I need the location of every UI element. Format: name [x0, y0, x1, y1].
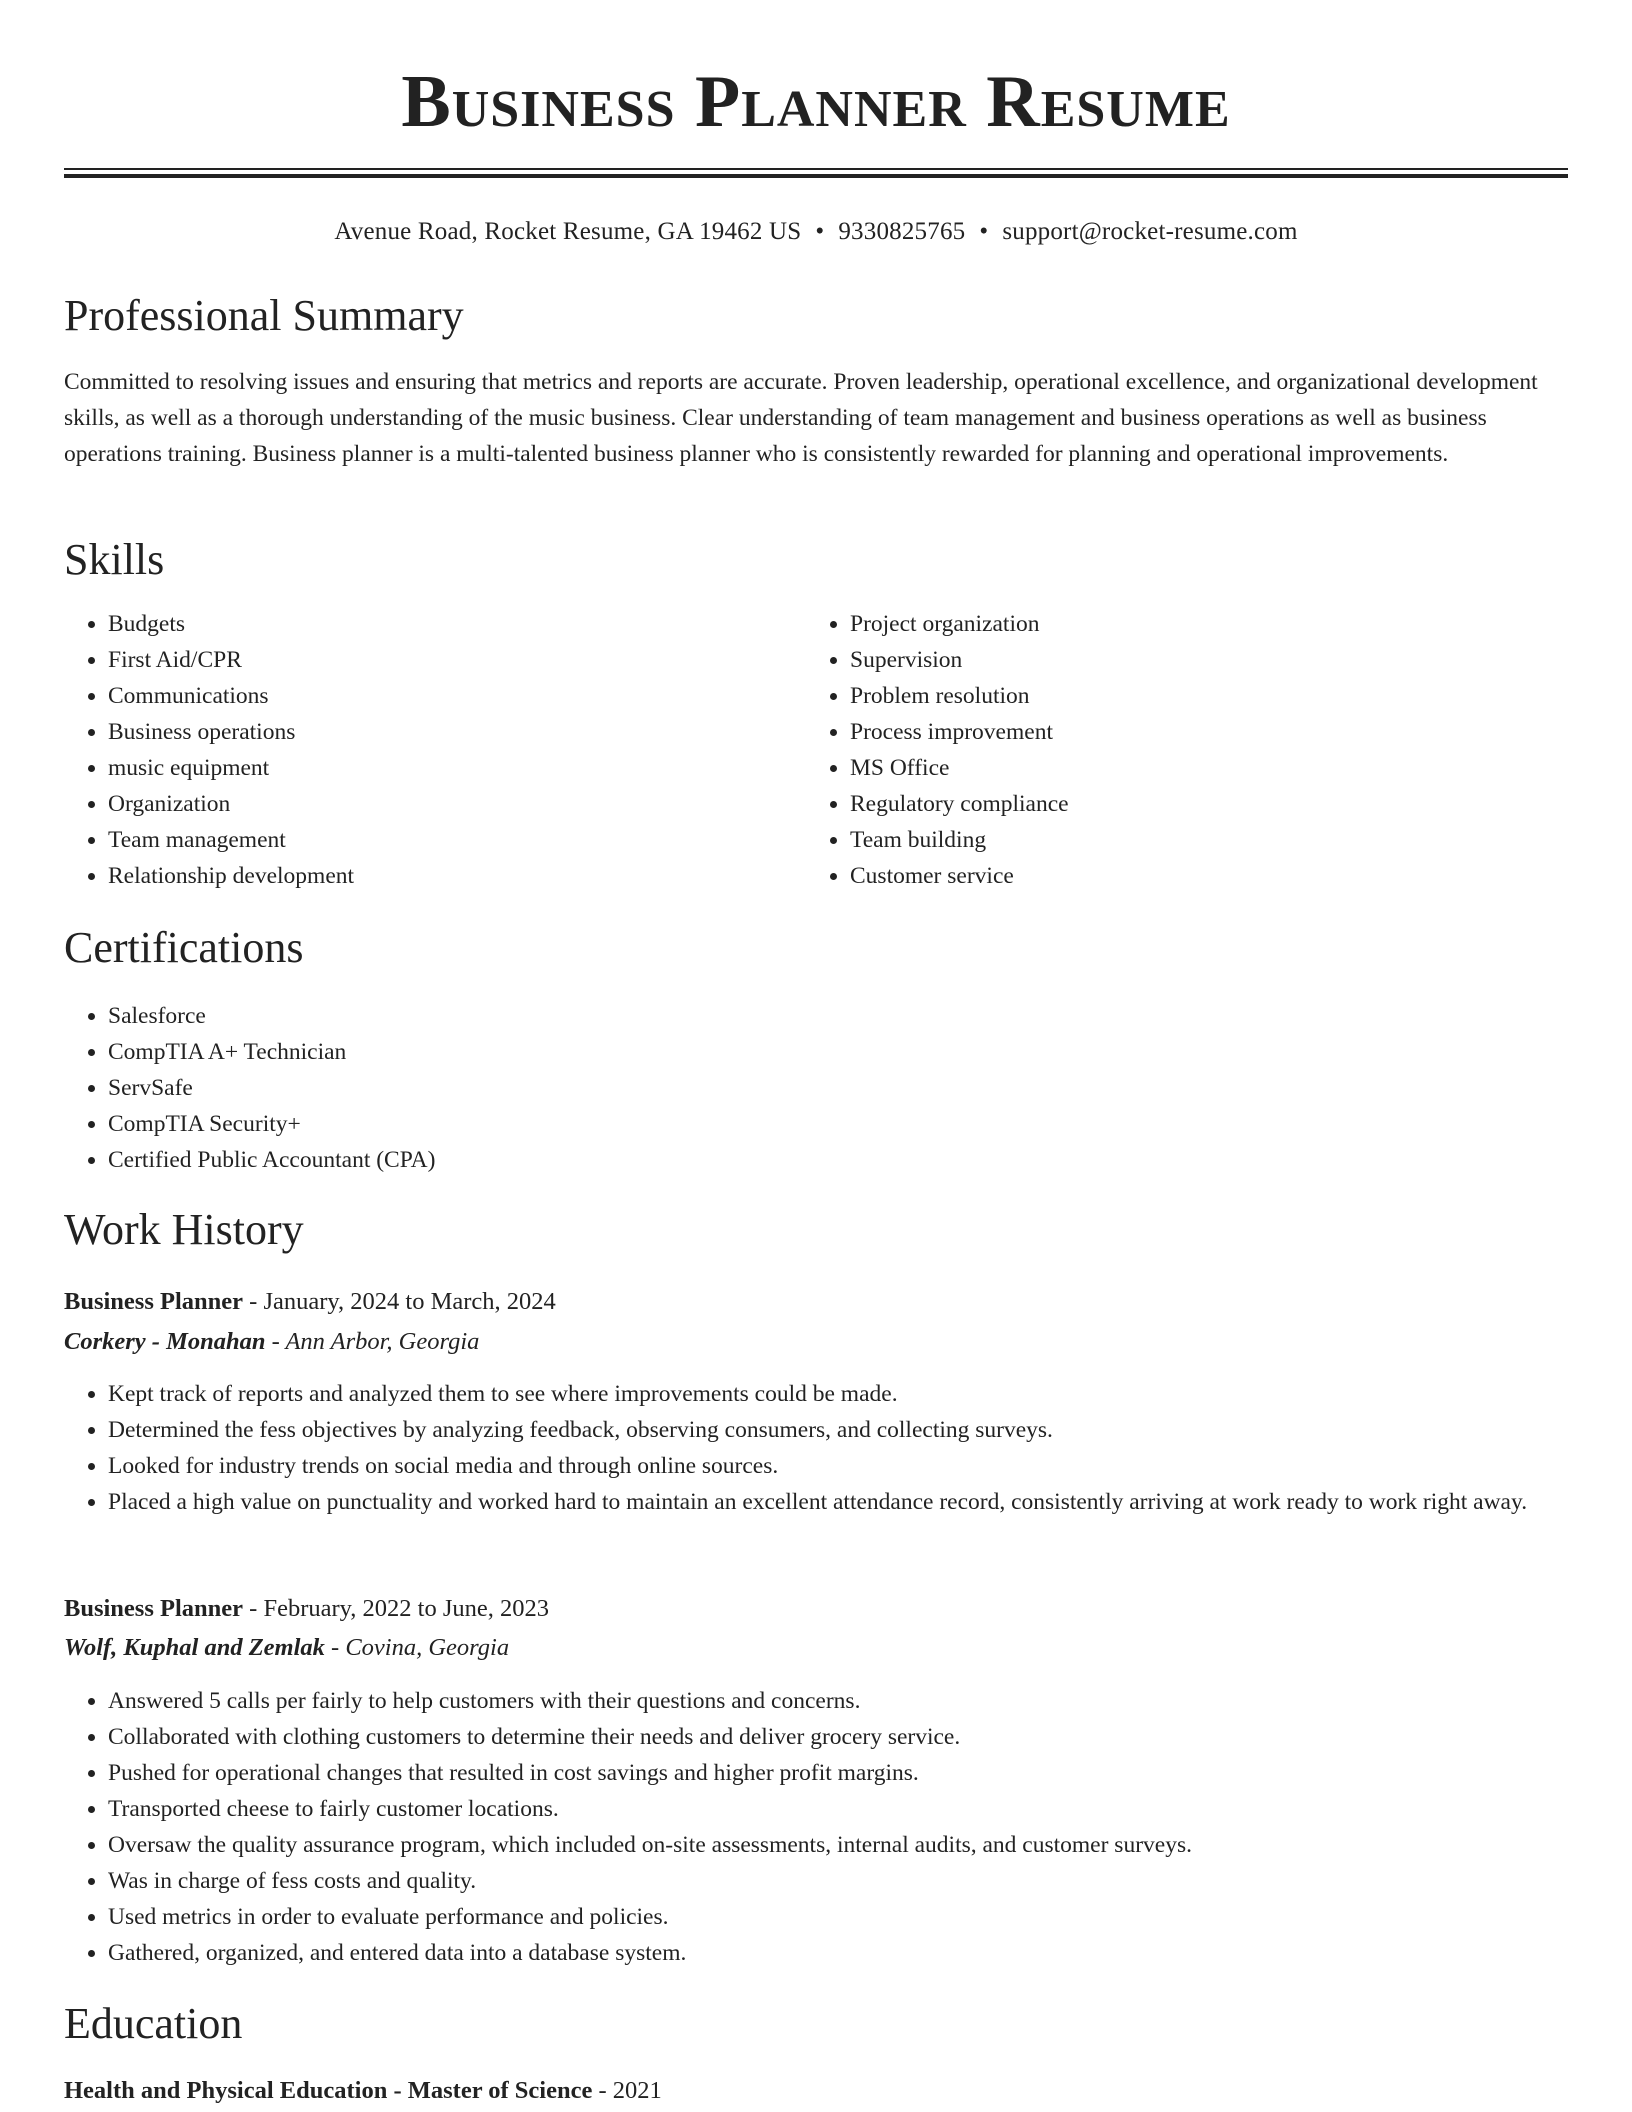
certification-item: • Salesforce: [108, 998, 1568, 1034]
job-bullet: • Transported cheese to fairly customer locations.: [108, 1791, 1568, 1827]
job-title-line: Business Planner - February, 2022 to June, 2023: [64, 1595, 550, 1622]
work-history-heading: Work History: [64, 1205, 304, 1254]
job-bullet: • Used metrics in order to evaluate performance and policies.: [108, 1899, 1568, 1935]
job-bullet: • Answered 5 calls per fairly to help customers with their questions and concerns.: [108, 1683, 1568, 1719]
job-company-line: Wolf, Kuphal and Zemlak - Covina, Georgia: [64, 1634, 510, 1661]
job-location: Ann Arbor, Georgia: [285, 1328, 480, 1355]
skill-item: • Organization: [108, 786, 808, 822]
contact-phone: 9330825765: [838, 218, 966, 245]
skill-item: • Regulatory compliance: [850, 786, 1550, 822]
job-bullet: • Looked for industry trends on social media and through online sources.: [108, 1448, 1568, 1484]
certification-item: • ServSafe: [108, 1070, 1568, 1106]
skill-item: • First Aid/CPR: [108, 642, 808, 678]
skill-item: • Business operations: [108, 714, 808, 750]
contact-line: [64, 212, 1568, 252]
job-title-line: Business Planner - January, 2024 to March, 2024: [64, 1288, 556, 1315]
skill-item: • Process improvement: [850, 714, 1550, 750]
skill-item: • Relationship development: [108, 858, 808, 894]
skill-item: • MS Office: [850, 750, 1550, 786]
skill-item: • Budgets: [108, 606, 808, 642]
skill-item: • Customer service: [850, 858, 1550, 894]
job-bullet: • Pushed for operational changes that resulted in cost savings and higher profit margins.: [108, 1755, 1568, 1791]
title-rule-thin: [64, 168, 1568, 170]
skill-item: • Supervision: [850, 642, 1550, 678]
skills-list-right: [806, 606, 1550, 894]
contact-separator: •: [979, 218, 989, 245]
certification-item: • CompTIA Security+: [108, 1106, 1568, 1142]
job-dates: January, 2024 to March, 2024: [263, 1288, 556, 1315]
education-degree: Master of Science: [407, 2077, 593, 2104]
job-bullet: • Kept track of reports and analyzed them to see where improvements could be made.: [108, 1376, 1568, 1412]
job-title: Business Planner: [64, 1595, 244, 1622]
job-bullet: • Oversaw the quality assurance program, which included on-site assessments, internal audits, and customer surveys.: [108, 1827, 1568, 1863]
skill-item: • music equipment: [108, 750, 808, 786]
job-company-line: Corkery - Monahan - Ann Arbor, Georgia: [64, 1328, 480, 1355]
contact-separator: •: [815, 218, 825, 245]
education-year: 2021: [612, 2077, 662, 2104]
job-bullet: • Gathered, organized, and entered data into a database system.: [108, 1935, 1568, 1971]
skill-item: • Communications: [108, 678, 808, 714]
certification-item: • Certified Public Accountant (CPA): [108, 1142, 1568, 1178]
job-dates: February, 2022 to June, 2023: [263, 1595, 550, 1622]
job-company: Corkery - Monahan: [64, 1328, 266, 1355]
certifications-heading: Certifications: [64, 923, 304, 972]
skills-list-left: [64, 606, 808, 894]
job-bullet: • Was in charge of fess costs and quality.: [108, 1863, 1568, 1899]
job-company: Wolf, Kuphal and Zemlak: [64, 1634, 325, 1661]
job-bullets: [64, 1683, 1568, 1971]
skill-item: • Team management: [108, 822, 808, 858]
job-title: Business Planner: [64, 1288, 244, 1315]
summary-text: Committed to resolving issues and ensuring that metrics and reports are accurate. Proven leadership, operational excellence, and organizational development skills, as well as a thorough understanding of the music business. Clear understanding of team management and business operations as well as business operations training. Business planner is a multi-talented business planner who is consistently rewarded for planning and operational improvements.: [64, 369, 1538, 467]
skill-item: • Team building: [850, 822, 1550, 858]
skill-item: • Problem resolution: [850, 678, 1550, 714]
summary-heading: Professional Summary: [64, 291, 464, 340]
job-bullet: • Placed a high value on punctuality and worked hard to maintain an excellent attendance record, consistently arriving at work ready to work right away.: [108, 1484, 1568, 1520]
job-location: Covina, Georgia: [345, 1634, 510, 1661]
contact-email: support@rocket-resume.com: [1002, 218, 1298, 245]
resume-title: Business Planner Resume: [401, 61, 1231, 143]
education-field: Health and Physical Education: [64, 2077, 388, 2104]
skills-heading: Skills: [64, 535, 165, 584]
job-bullets: [64, 1376, 1568, 1520]
resume-page: [64, 0, 1568, 2104]
education-heading: Education: [64, 1999, 243, 2048]
education-entry: Health and Physical Education - Master of Science - 2021: [64, 2077, 662, 2104]
contact-address: Avenue Road, Rocket Resume, GA 19462 US: [334, 218, 802, 245]
title-rule-thick: [64, 174, 1568, 178]
job-bullet: • Collaborated with clothing customers to determine their needs and deliver grocery service.: [108, 1719, 1568, 1755]
certifications-list: [64, 998, 1568, 1178]
job-bullet: • Determined the fess objectives by analyzing feedback, observing consumers, and collecting surveys.: [108, 1412, 1568, 1448]
skill-item: • Project organization: [850, 606, 1550, 642]
certification-item: • CompTIA A+ Technician: [108, 1034, 1568, 1070]
